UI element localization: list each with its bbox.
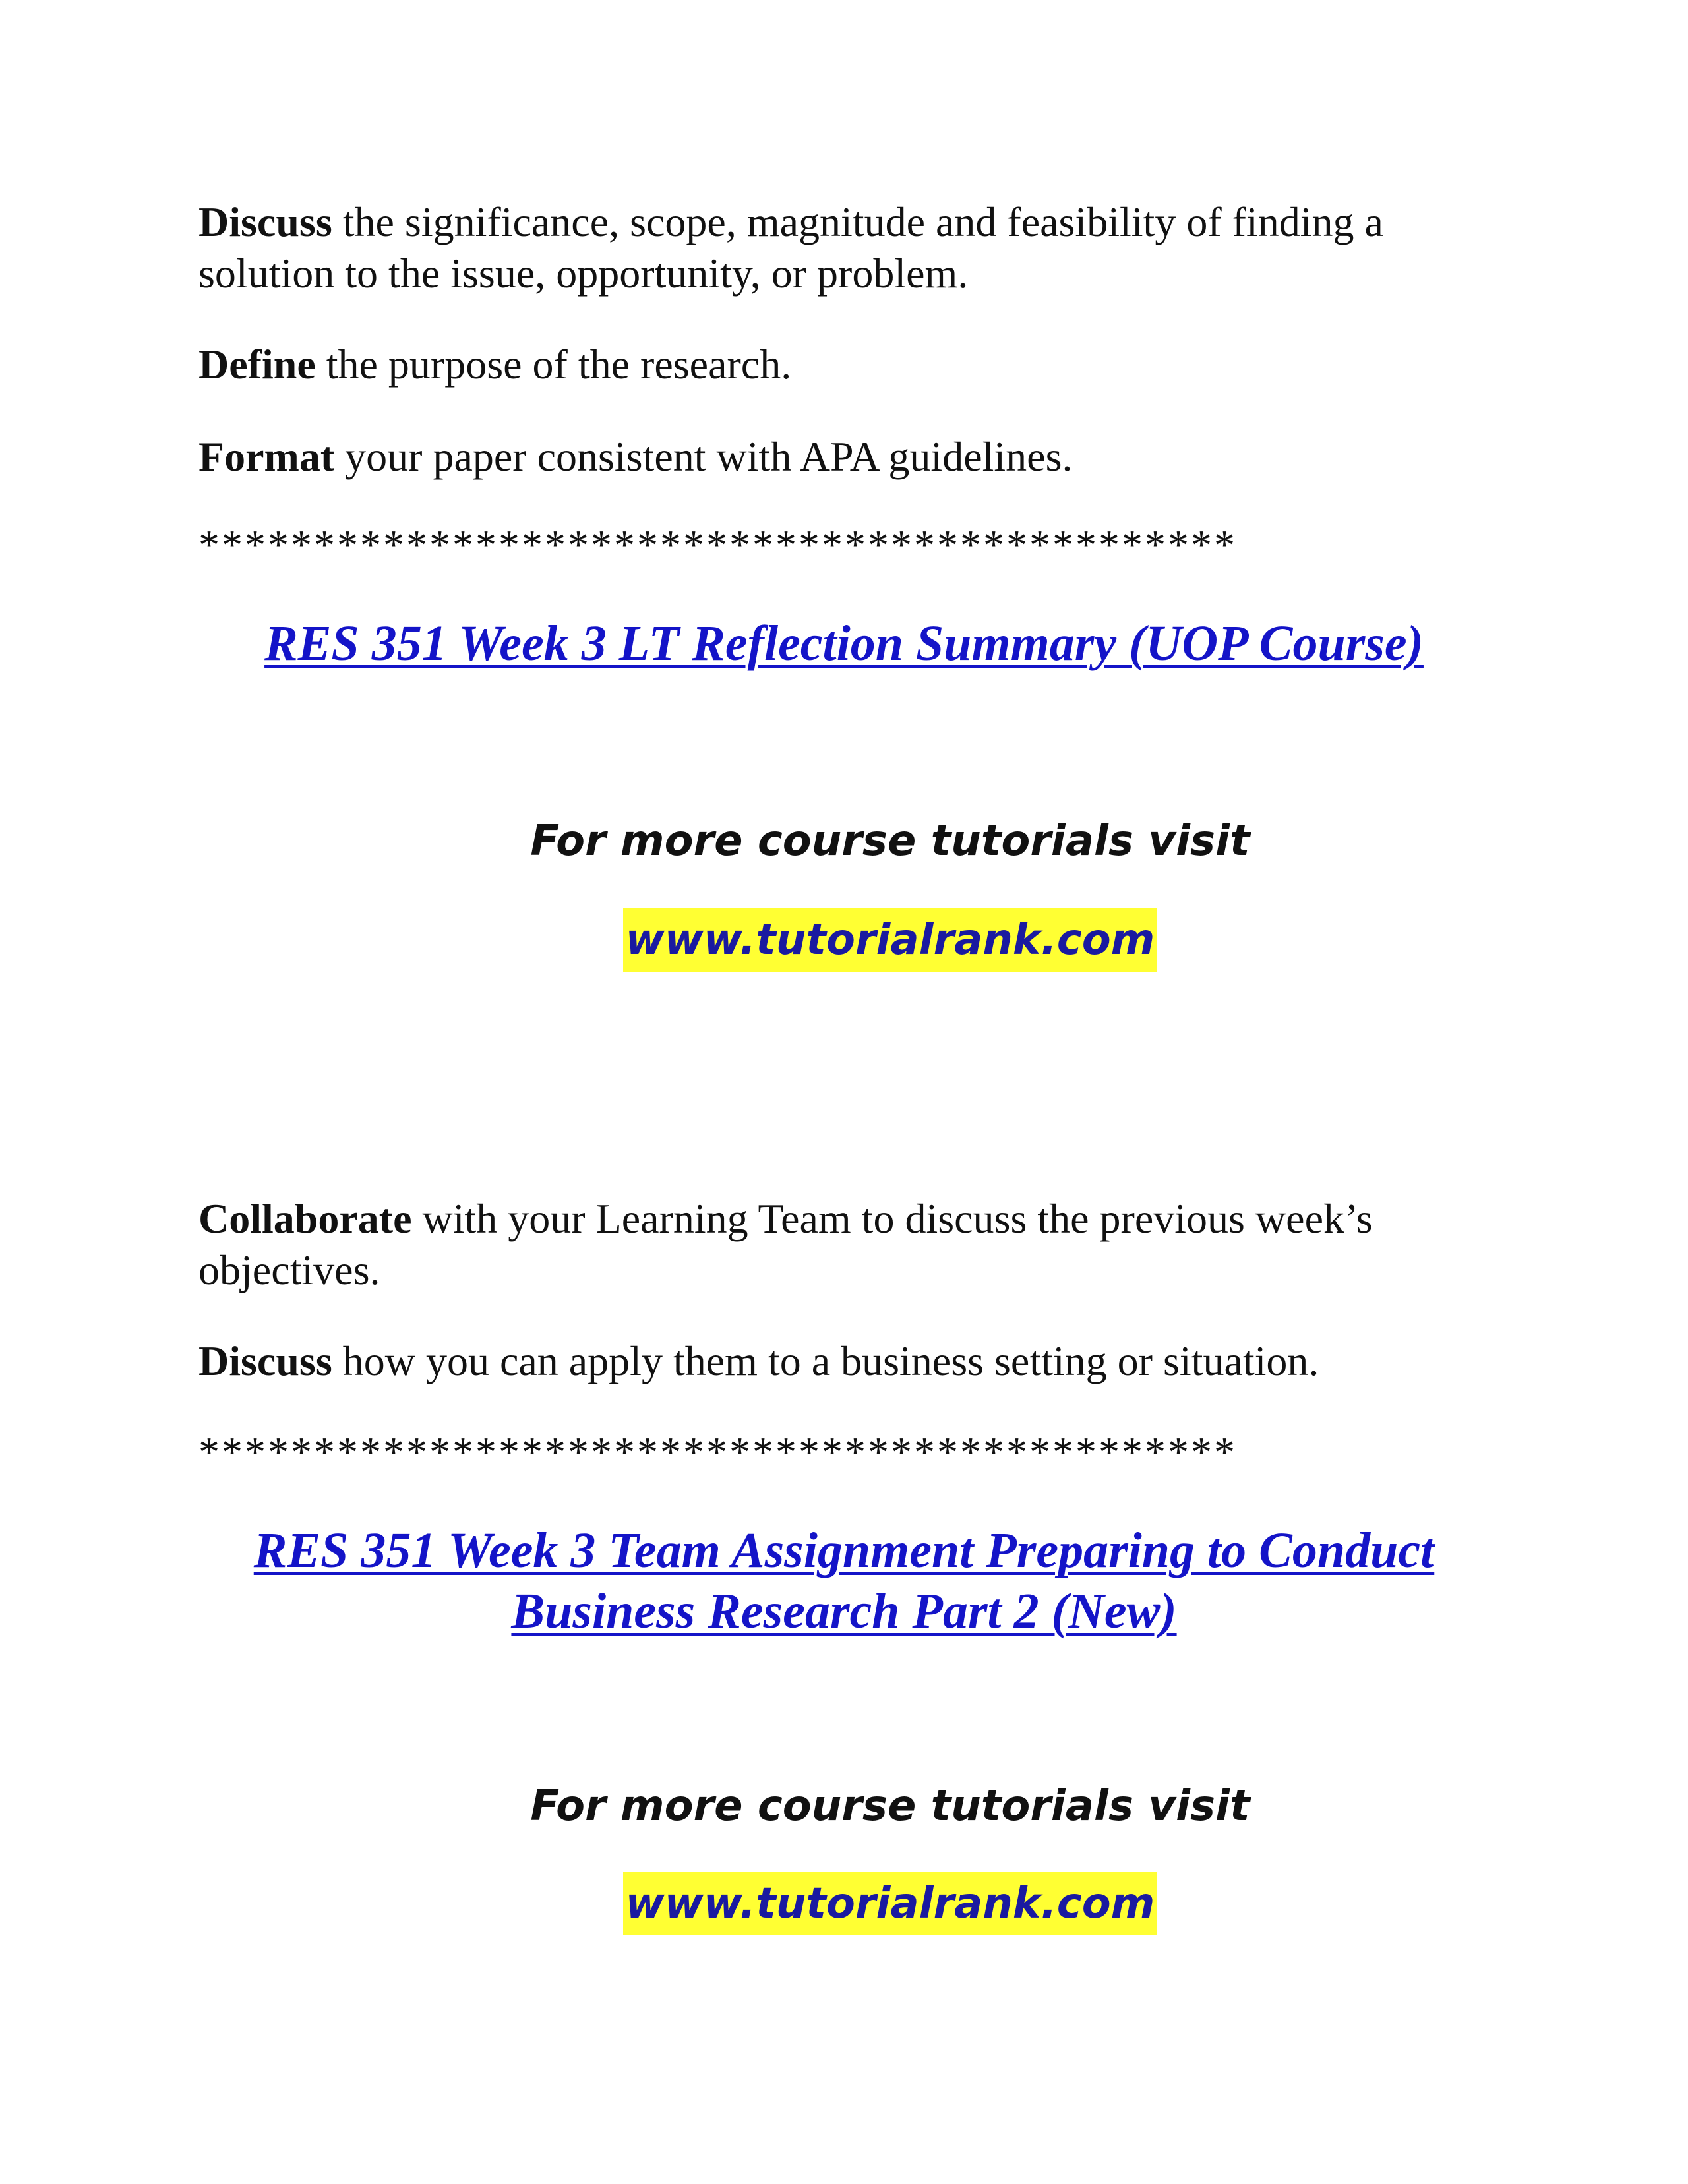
instruction-discuss	[198, 196, 1491, 299]
instruction-text: with your Learning Team to discuss the previous week’s objectives.	[198, 1195, 1373, 1293]
course-title-link[interactable]: RES 351 Week 3 LT Reflection Summary (UOP Course)	[264, 616, 1424, 671]
instruction-format	[198, 431, 1491, 483]
course-title-link[interactable]	[132, 1520, 1556, 1641]
website-url-link[interactable]: www.tutorialrank.com	[623, 1872, 1158, 1935]
visit-tutorials-text: For more course tutorials visit	[530, 817, 1250, 866]
instruction-verb: Discuss	[198, 1338, 332, 1384]
instruction-text: how you can apply them to a business setting or situation.	[332, 1338, 1319, 1384]
instruction-text: the significance, scope, magnitude and feasibility of finding a solution to the issue, opportunity, or problem.	[198, 198, 1383, 297]
course-title-line-2: Business Research Part 2 (New)	[511, 1583, 1177, 1639]
instruction-verb: Define	[198, 341, 316, 388]
separator-stars: *********************************************	[198, 1429, 1237, 1475]
instruction-verb: Collaborate	[198, 1195, 412, 1242]
website-url-wrapper	[198, 908, 1582, 972]
instruction-text: the purpose of the research.	[315, 341, 792, 388]
separator-stars: *********************************************	[198, 521, 1237, 568]
instruction-text: your paper consistent with APA guidelines.	[334, 433, 1073, 480]
instruction-collaborate	[198, 1193, 1491, 1296]
instruction-verb: Format	[198, 433, 335, 480]
visit-tutorials-text: For more course tutorials visit	[530, 1782, 1250, 1831]
instruction-verb: Discuss	[198, 198, 332, 245]
course-title-line-1: RES 351 Week 3 Team Assignment Preparing to Conduct	[253, 1523, 1435, 1578]
instruction-discuss-apply	[198, 1336, 1491, 1387]
website-url-link[interactable]: www.tutorialrank.com	[623, 908, 1158, 972]
instruction-define	[198, 339, 1491, 390]
website-url-wrapper	[198, 1872, 1582, 1935]
